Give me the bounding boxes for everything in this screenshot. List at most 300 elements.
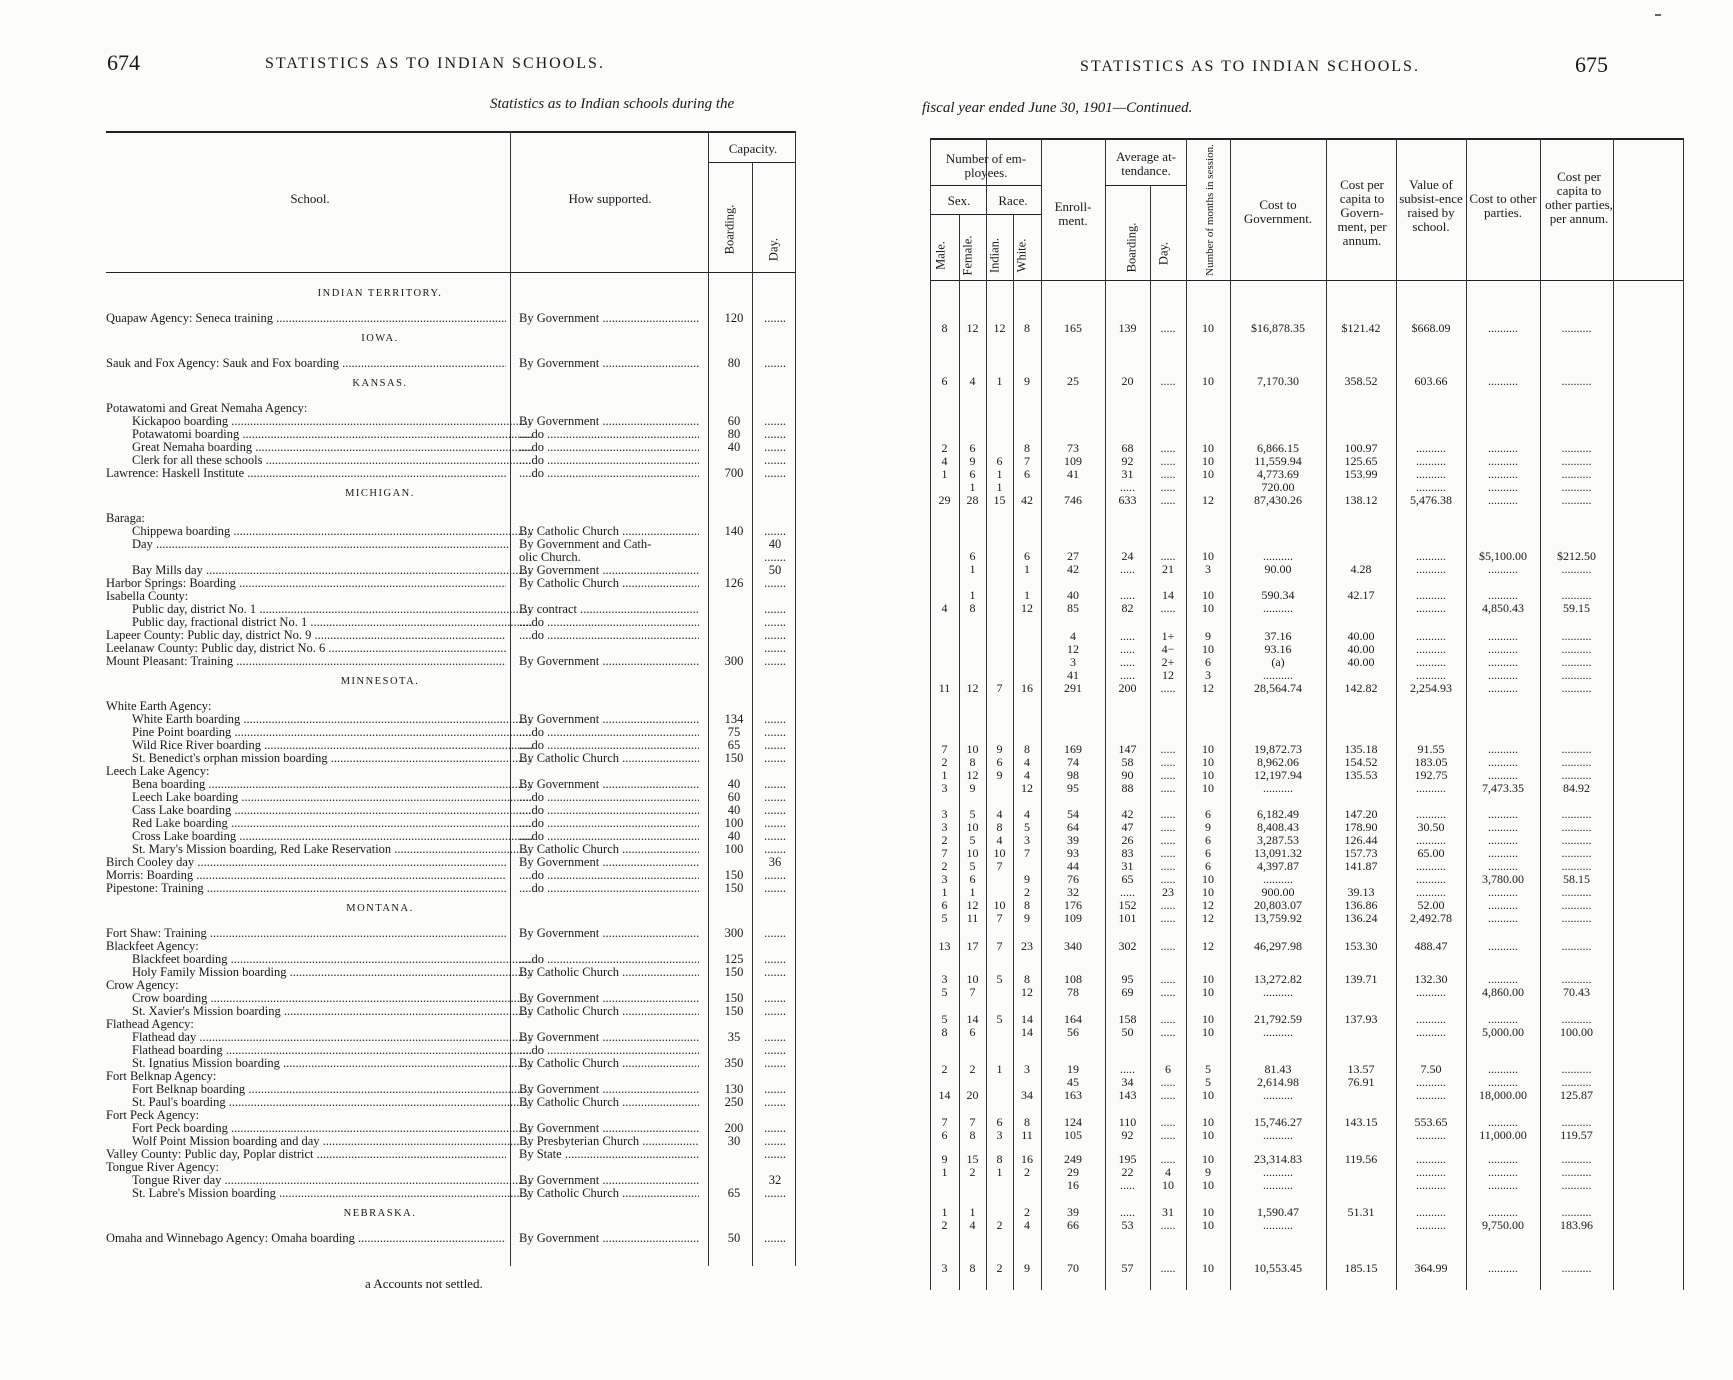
school-name: Potawatomi boarding .....: [132, 428, 532, 441]
support-cell: ....do .....: [519, 869, 699, 882]
day-cell: .....: [1160, 467, 1176, 481]
other-capita-cell: ..........: [1561, 911, 1592, 925]
cost-cell: 13,272.82: [1254, 972, 1302, 986]
female-cell: 1: [969, 588, 976, 602]
enroll-cell: 4: [1070, 629, 1076, 643]
other-capita-cell: ..........: [1561, 1115, 1592, 1129]
enroll-cell: 291: [1064, 681, 1082, 695]
school-name: Pine Point boarding .....: [132, 726, 532, 739]
male-cell: 3: [941, 872, 948, 886]
support-cell: ....do .....: [519, 804, 699, 817]
header-average-attendance: Average at-tendance.: [1115, 149, 1177, 178]
table-row: [860, 1026, 1733, 1039]
male-cell: 7: [941, 742, 948, 756]
months-cell: 10: [1202, 454, 1214, 468]
capacity-day-cell: .......: [764, 725, 786, 739]
table-row: [860, 1076, 1733, 1089]
day-cell: .....: [1160, 374, 1176, 388]
right-page: [860, 0, 1733, 1380]
other-cell: ..........: [1488, 1261, 1518, 1275]
board-cell: 302: [1118, 939, 1137, 953]
capita-cell: 119.56: [1344, 1152, 1378, 1166]
other-cell: ..........: [1488, 1165, 1518, 1179]
other-capita-cell: 70.43: [1563, 985, 1590, 999]
subsist-cell: ..........: [1416, 1012, 1446, 1026]
other-cell: 18,000.00: [1479, 1088, 1527, 1102]
right-page-number: 675: [1575, 52, 1608, 77]
board-cell: .....: [1120, 642, 1135, 656]
day-cell: .....: [1160, 681, 1176, 695]
other-capita-cell: ..........: [1561, 833, 1592, 847]
male-cell: 2: [941, 1218, 948, 1232]
support-cell: By Catholic Church .....: [519, 577, 699, 590]
other-capita-cell: 100.00: [1560, 1025, 1593, 1039]
state-heading: IOWA.: [361, 333, 399, 344]
capita-cell: 153.30: [1344, 939, 1378, 953]
enroll-cell: 105: [1064, 1128, 1082, 1142]
board-cell: .....: [1120, 655, 1135, 669]
support-cell: By Catholic Church .....: [519, 752, 699, 765]
male-cell: 2: [941, 441, 948, 455]
day-cell: .....: [1160, 1218, 1176, 1232]
cost-cell: 90.00: [1264, 562, 1292, 576]
school-name: Baraga:: [106, 512, 145, 525]
other-capita-cell: ..........: [1561, 562, 1592, 576]
state-heading: NEBRASKA.: [343, 1208, 417, 1219]
table-row: [106, 856, 796, 869]
male-cell: 5: [941, 911, 948, 925]
table-row: [860, 1153, 1733, 1166]
white-cell: 8: [1024, 742, 1030, 756]
school-name: St. Benedict's orphan mission boarding .....: [132, 752, 532, 765]
header-how-supported: How supported.: [568, 191, 652, 206]
male-cell: 5: [941, 1012, 948, 1026]
capacity-boarding-cell: 35: [727, 1030, 741, 1044]
cost-cell: 93.16: [1264, 642, 1292, 656]
table-row: [106, 726, 796, 739]
capacity-boarding-cell: 30: [727, 1134, 741, 1148]
female-cell: 10: [966, 972, 979, 986]
capacity-boarding-cell: 150: [724, 751, 744, 765]
female-cell: 12: [966, 768, 979, 782]
capita-cell: 42.17: [1347, 588, 1375, 602]
table-row: [860, 656, 1733, 669]
school-name: Public day, fractional district No. 1 .....: [132, 616, 532, 629]
other-cell: ..........: [1488, 1075, 1518, 1089]
day-cell: 10: [1162, 1178, 1174, 1192]
table-top-rule: [106, 131, 796, 133]
capacity-day-cell: .......: [764, 427, 786, 441]
school-name: Clerk for all these schools .....: [132, 454, 532, 467]
right-subhead: fiscal year ended June 30, 1901—Continued.: [922, 100, 1193, 116]
indian-cell: 12: [993, 321, 1006, 335]
table-row: [860, 1219, 1733, 1232]
header-white: White.: [1014, 238, 1029, 273]
indian-cell: 4: [996, 833, 1003, 847]
female-cell: 1: [969, 1205, 976, 1219]
capacity-boarding-cell: 40: [727, 803, 741, 817]
capita-cell: 39.13: [1347, 885, 1375, 899]
capacity-day-cell: .......: [764, 602, 786, 616]
support-cell: By Presbyterian Church .....: [519, 1135, 699, 1148]
indian-cell: 7: [996, 939, 1003, 953]
other-capita-cell: ..........: [1561, 454, 1592, 468]
white-cell: 8: [1024, 898, 1030, 912]
other-capita-cell: ..........: [1561, 1178, 1592, 1192]
indian-cell: 10: [993, 846, 1006, 860]
support-cell: By Government .....: [519, 992, 699, 1005]
capacity-day-cell: 50: [768, 563, 782, 577]
board-cell: 20: [1121, 374, 1134, 388]
capacity-day-cell: .......: [764, 654, 786, 668]
school-name: Valley County: Public day, Poplar district .....: [106, 1148, 506, 1161]
other-cell: ..........: [1488, 642, 1518, 656]
agency-heading-row: [106, 700, 796, 713]
school-name: White Earth Agency:: [106, 700, 212, 713]
indian-cell: 1: [996, 1062, 1003, 1076]
white-cell: 2: [1024, 885, 1030, 899]
capita-cell: 13.57: [1347, 1062, 1375, 1076]
table-row: [106, 992, 796, 1005]
cost-cell: 46,297.98: [1254, 939, 1302, 953]
indian-cell: 5: [996, 1012, 1003, 1026]
subsist-cell: ..........: [1416, 1178, 1446, 1192]
table-row: [106, 1044, 796, 1057]
subsist-cell: 65.00: [1417, 846, 1445, 860]
white-cell: 6: [1024, 467, 1030, 481]
capacity-day-cell: 40: [768, 537, 782, 551]
table-row: [106, 538, 796, 551]
months-cell: 6: [1205, 859, 1211, 873]
cost-cell: 12,197.94: [1254, 768, 1302, 782]
capacity-boarding-cell: 150: [724, 1004, 744, 1018]
support-cell: ....do .....: [519, 817, 699, 830]
enroll-cell: 85: [1067, 601, 1079, 615]
cost-cell: 1,590.47: [1257, 1205, 1299, 1219]
enroll-cell: 19: [1067, 1062, 1079, 1076]
enroll-cell: 54: [1067, 807, 1079, 821]
cost-cell: ..........: [1263, 549, 1293, 563]
agency-heading-row: [106, 1109, 796, 1122]
school-name: Lawrence: Haskell Institute .....: [106, 467, 506, 480]
capita-cell: 135.18: [1344, 742, 1378, 756]
header-capacity: Capacity.: [728, 141, 778, 156]
board-cell: 83: [1121, 846, 1134, 860]
day-cell: .....: [1160, 985, 1176, 999]
subsist-cell: ..........: [1416, 655, 1446, 669]
capacity-day-cell: 32: [768, 1173, 782, 1187]
school-name: Leelanaw County: Public day, district No. 6 .....: [106, 642, 506, 655]
capacity-boarding-cell: 125: [724, 952, 744, 966]
male-cell: 1: [941, 467, 948, 481]
support-cell: ....do .....: [519, 830, 699, 843]
capacity-boarding-cell: 126: [724, 576, 744, 590]
white-cell: 3: [1024, 833, 1030, 847]
other-cell: ..........: [1488, 939, 1518, 953]
female-cell: 17: [966, 939, 979, 953]
indian-cell: 7: [996, 681, 1003, 695]
male-cell: 7: [941, 846, 948, 860]
school-name: Sauk and Fox Agency: Sauk and Fox boarding .....: [106, 357, 506, 370]
board-cell: 82: [1121, 601, 1134, 615]
table-row: [106, 312, 796, 325]
enroll-cell: 124: [1064, 1115, 1082, 1129]
male-cell: 5: [941, 985, 948, 999]
subsist-cell: ..........: [1416, 668, 1446, 682]
day-cell: .....: [1160, 781, 1176, 795]
board-cell: 24: [1121, 549, 1134, 563]
agency-heading-row: [106, 512, 796, 525]
other-capita-cell: ..........: [1561, 493, 1592, 507]
table-row: [860, 940, 1733, 953]
board-cell: 34: [1121, 1075, 1134, 1089]
cost-cell: 87,430.26: [1254, 493, 1302, 507]
indian-cell: 1: [996, 374, 1003, 388]
months-cell: 10: [1202, 588, 1214, 602]
support-cell: By Government .....: [519, 1031, 699, 1044]
capita-cell: 136.24: [1344, 911, 1378, 925]
capacity-day-cell: .......: [764, 965, 786, 979]
header-att-day: Day.: [1156, 241, 1171, 266]
left-subhead: Statistics as to Indian schools during the: [490, 96, 735, 112]
other-capita-cell: ..........: [1561, 807, 1592, 821]
state-heading: KANSAS.: [352, 378, 408, 389]
subsist-cell: ..........: [1416, 629, 1446, 643]
female-cell: 6: [969, 1025, 976, 1039]
female-cell: 9: [969, 781, 976, 795]
male-cell: 29: [938, 493, 951, 507]
months-cell: 10: [1202, 755, 1214, 769]
female-cell: 2: [969, 1062, 976, 1076]
table-row: [106, 357, 796, 370]
day-cell: 2+: [1161, 655, 1175, 669]
support-cell: ....do .....: [519, 882, 699, 895]
left-page: [0, 0, 860, 1380]
capacity-boarding-cell: 80: [727, 356, 741, 370]
capacity-day-cell: .......: [764, 991, 786, 1005]
other-cell: ..........: [1488, 820, 1518, 834]
cost-cell: ..........: [1263, 1178, 1293, 1192]
male-cell: 4: [941, 601, 948, 615]
support-cell: By Catholic Church .....: [519, 1005, 699, 1018]
agency-heading-row: [106, 765, 796, 778]
male-cell: 3: [941, 972, 948, 986]
header-cost-per-capita: Cost per capita to Govern-ment, per annum.: [1337, 177, 1387, 248]
header-school: School.: [290, 191, 330, 206]
capacity-boarding-cell: 40: [727, 777, 741, 791]
indian-cell: 9: [996, 742, 1003, 756]
board-cell: 31: [1121, 859, 1134, 873]
white-cell: 14: [1021, 1025, 1033, 1039]
capita-cell: 100.97: [1344, 441, 1378, 455]
school-name: St. Paul's boarding .....: [132, 1096, 532, 1109]
cost-cell: (a): [1271, 655, 1285, 669]
table-row: [106, 525, 796, 538]
capacity-day-cell: .......: [764, 842, 786, 856]
board-cell: 90: [1121, 768, 1134, 782]
subsist-cell: 52.00: [1417, 898, 1445, 912]
day-cell: .....: [1160, 1115, 1176, 1129]
table-row: [106, 564, 796, 577]
table-row: [860, 1262, 1733, 1275]
table-row: [106, 817, 796, 830]
school-name: Fort Peck Agency:: [106, 1109, 200, 1122]
board-cell: 101: [1118, 911, 1137, 925]
white-cell: 9: [1024, 872, 1030, 886]
indian-cell: 2: [996, 1261, 1003, 1275]
other-cell: ..........: [1488, 629, 1518, 643]
cost-cell: 2,614.98: [1257, 1075, 1299, 1089]
board-cell: 88: [1121, 781, 1134, 795]
board-cell: .....: [1120, 668, 1135, 682]
capacity-day-cell: .......: [764, 777, 786, 791]
white-cell: 16: [1021, 1152, 1033, 1166]
school-name: Fort Belknap Agency:: [106, 1070, 217, 1083]
white-cell: 8: [1024, 441, 1030, 455]
table-row: [106, 1174, 796, 1187]
support-cell: By Government .....: [519, 655, 699, 668]
support-cell: By Government .....: [519, 1083, 699, 1096]
support-cell: By State .....: [519, 1148, 699, 1161]
capita-cell: 40.00: [1347, 629, 1375, 643]
female-cell: 5: [969, 833, 976, 847]
white-cell: 9: [1024, 1261, 1030, 1275]
enroll-cell: 16: [1067, 1178, 1079, 1192]
capacity-day-cell: .......: [764, 1147, 786, 1161]
other-capita-cell: ..........: [1561, 681, 1592, 695]
board-cell: 147: [1118, 742, 1137, 756]
table-row: [860, 973, 1733, 986]
capacity-boarding-cell: 250: [724, 1095, 744, 1109]
indian-cell: 6: [996, 755, 1003, 769]
table-row: [860, 860, 1733, 873]
board-cell: 69: [1121, 985, 1134, 999]
cost-cell: 15,746.27: [1254, 1115, 1302, 1129]
female-cell: 10: [966, 742, 979, 756]
table-row: [106, 551, 796, 564]
other-cell: ..........: [1488, 1115, 1518, 1129]
white-cell: 12: [1021, 985, 1033, 999]
capacity-boarding-cell: 65: [727, 738, 741, 752]
white-cell: 14: [1021, 1012, 1033, 1026]
day-cell: .....: [1160, 859, 1176, 873]
other-cell: ..........: [1488, 655, 1518, 669]
board-cell: 143: [1118, 1088, 1137, 1102]
months-cell: 9: [1205, 629, 1211, 643]
capita-cell: 157.73: [1344, 846, 1378, 860]
day-cell: 12: [1162, 668, 1174, 682]
female-cell: 12: [966, 321, 979, 335]
capacity-day-cell: .......: [764, 829, 786, 843]
months-cell: 12: [1202, 939, 1214, 953]
capita-cell: 126.44: [1344, 833, 1378, 847]
capacity-boarding-cell: 100: [724, 842, 744, 856]
subsist-cell: 5,476.38: [1410, 493, 1452, 507]
school-name: Mount Pleasant: Training .....: [106, 655, 506, 668]
indian-cell: 8: [996, 820, 1003, 834]
school-name: Wild Rice River boarding .....: [132, 739, 532, 752]
day-cell: .....: [1160, 939, 1176, 953]
capita-cell: 178.90: [1344, 820, 1378, 834]
table-row: [106, 1083, 796, 1096]
months-cell: 12: [1202, 493, 1214, 507]
capita-cell: 147.20: [1344, 807, 1378, 821]
capita-cell: 125.65: [1344, 454, 1378, 468]
male-cell: 3: [941, 820, 948, 834]
months-cell: 5: [1205, 1075, 1211, 1089]
months-cell: 10: [1202, 601, 1214, 615]
capita-cell: 76.91: [1347, 1075, 1375, 1089]
white-cell: 12: [1021, 781, 1033, 795]
months-cell: 12: [1202, 681, 1214, 695]
capacity-day-cell: .......: [764, 712, 786, 726]
school-name: Cross Lake boarding .....: [132, 830, 532, 843]
capita-cell: 142.82: [1344, 681, 1378, 695]
white-cell: 5: [1024, 820, 1030, 834]
day-cell: .....: [1160, 742, 1176, 756]
capacity-day-cell: .......: [764, 356, 786, 370]
school-name: Holy Family Mission boarding .....: [132, 966, 532, 979]
capacity-day-cell: .......: [764, 751, 786, 765]
other-capita-cell: ..........: [1561, 374, 1592, 388]
subsist-cell: ..........: [1416, 562, 1446, 576]
other-capita-cell: ..........: [1561, 820, 1592, 834]
support-cell: By Catholic Church .....: [519, 966, 699, 979]
day-cell: .....: [1160, 898, 1176, 912]
cost-cell: 11,559.94: [1254, 454, 1302, 468]
other-capita-cell: ..........: [1561, 755, 1592, 769]
table-row: [860, 589, 1733, 602]
months-cell: 10: [1202, 1178, 1214, 1192]
capacity-day-cell: .......: [764, 453, 786, 467]
cost-cell: ..........: [1263, 1025, 1293, 1039]
other-cell: 11,000.00: [1479, 1128, 1527, 1142]
header-att-boarding: Boarding.: [1124, 222, 1139, 273]
school-name: Tongue River Agency:: [106, 1161, 219, 1174]
school-name: Public day, district No. 1 .....: [132, 603, 532, 616]
cost-cell: ..........: [1263, 781, 1293, 795]
cost-cell: 28,564.74: [1254, 681, 1302, 695]
cost-cell: 37.16: [1264, 629, 1292, 643]
female-cell: 2: [969, 1165, 976, 1179]
cost-cell: ..........: [1263, 1088, 1293, 1102]
school-name: Fort Shaw: Training .....: [106, 927, 506, 940]
cost-cell: 23,314.83: [1254, 1152, 1302, 1166]
capacity-day-cell: .......: [764, 1004, 786, 1018]
other-cell: ..........: [1488, 885, 1518, 899]
other-capita-cell: ..........: [1561, 480, 1592, 494]
capacity-day-cell: .......: [764, 816, 786, 830]
male-cell: 7: [941, 1115, 948, 1129]
male-cell: 1: [941, 885, 948, 899]
female-cell: 1: [969, 562, 976, 576]
months-cell: 3: [1205, 562, 1211, 576]
months-cell: 10: [1202, 1025, 1214, 1039]
indian-cell: 1: [996, 480, 1003, 494]
cost-cell: 20,803.07: [1254, 898, 1302, 912]
female-cell: 28: [966, 493, 979, 507]
school-name: Kickapoo boarding .....: [132, 415, 532, 428]
school-name: Lapeer County: Public day, district No. 9 .....: [106, 629, 506, 642]
capacity-boarding-cell: 150: [724, 991, 744, 1005]
subsist-cell: 132.30: [1414, 972, 1448, 986]
day-cell: .....: [1160, 846, 1176, 860]
white-cell: 2: [1024, 1205, 1030, 1219]
capacity-day-cell: .......: [764, 414, 786, 428]
header-cost-other-parties: Cost to other parties.: [1469, 191, 1537, 220]
table-row: [860, 563, 1733, 576]
cost-cell: ..........: [1263, 601, 1293, 615]
